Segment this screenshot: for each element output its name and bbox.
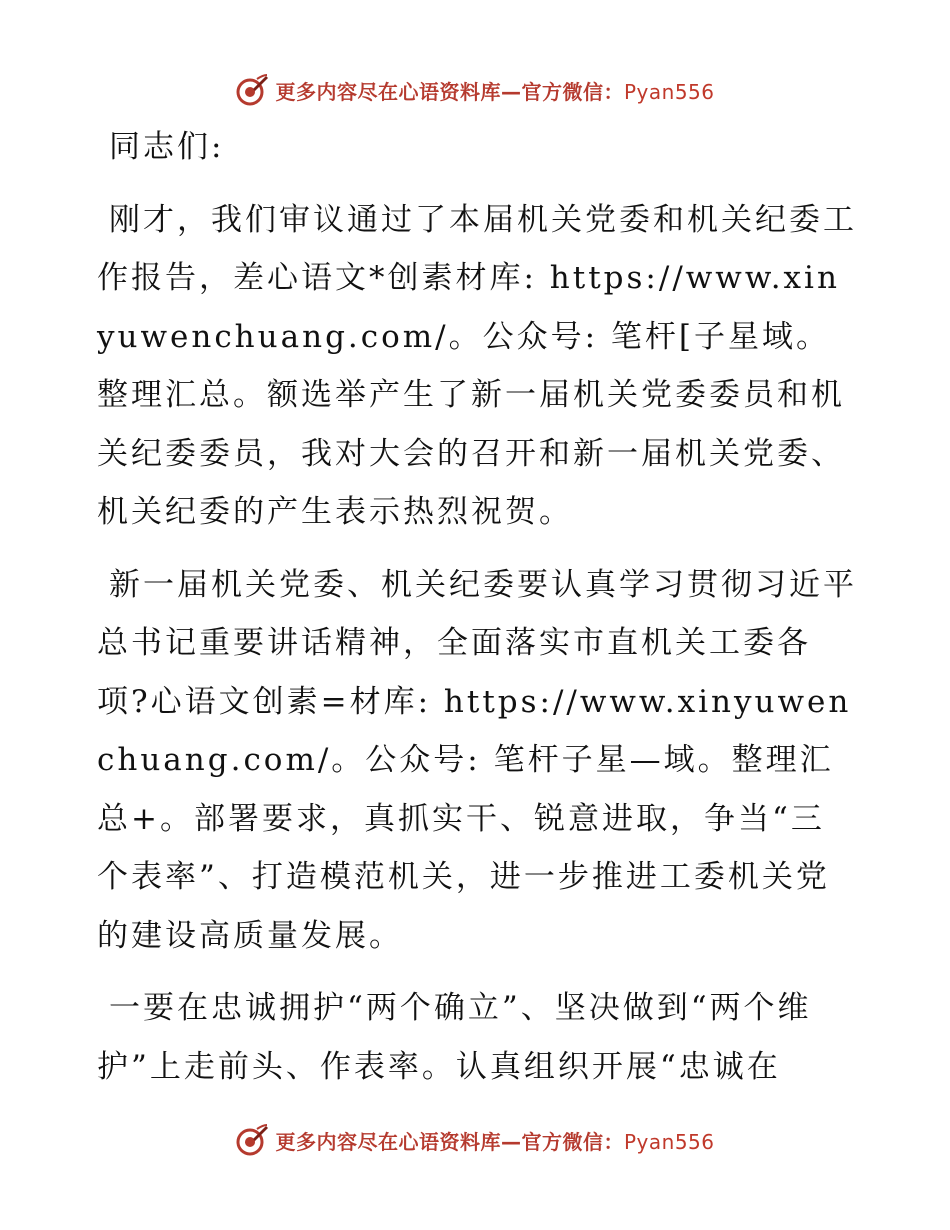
header-banner-text — [275, 76, 714, 105]
paragraph-3: 一要在忠诚拥护“两个确立”、坚决做到“两个维护”上走前头、作表率。认真组织开展“忠诚在 — [97, 990, 812, 1085]
quill-seal-icon — [235, 73, 269, 107]
paragraph-1: 刚才，我们审议通过了本届机关党委和机关纪委工作报告，差心语文*创素材库: https://www.xinyuwenchuang.com/。公众号: 笔杆[子星域。整理汇总。额选举产生了新一届机关党委委员和机关纪委委员，我对大会的召开和新一届机关党委、机关纪委的产生表示热烈祝贺。 — [97, 201, 857, 530]
salutation: 同志们: — [109, 129, 225, 165]
footer-banner — [0, 1120, 950, 1160]
footer-brand-text: 更多内容尽在心语资料库—官方微信： — [275, 1129, 624, 1154]
header-banner — [0, 70, 950, 110]
header-brand-text: 更多内容尽在心语资料库—官方微信： — [275, 79, 624, 104]
paragraph-2: 新一届机关党委、机关纪委要认真学习贯彻习近平总书记重要讲话精神，全面落实市直机关工委各项?心语文创素=材库: https://www.xinyuwenchuang.com/。公众号: 笔杆子星—域。整理汇总+。部署要求，真抓实干、锐意进取，争当“三个表率”、打造模范机关，进一步推进工委机关党的建设高质量发展。 — [97, 566, 857, 954]
quill-seal-icon — [235, 1123, 269, 1157]
footer-banner-text — [275, 1126, 714, 1155]
document-body — [97, 118, 857, 1096]
footer-wechat-id: Pyan556 — [623, 1129, 715, 1154]
header-wechat-id: Pyan556 — [623, 79, 715, 104]
